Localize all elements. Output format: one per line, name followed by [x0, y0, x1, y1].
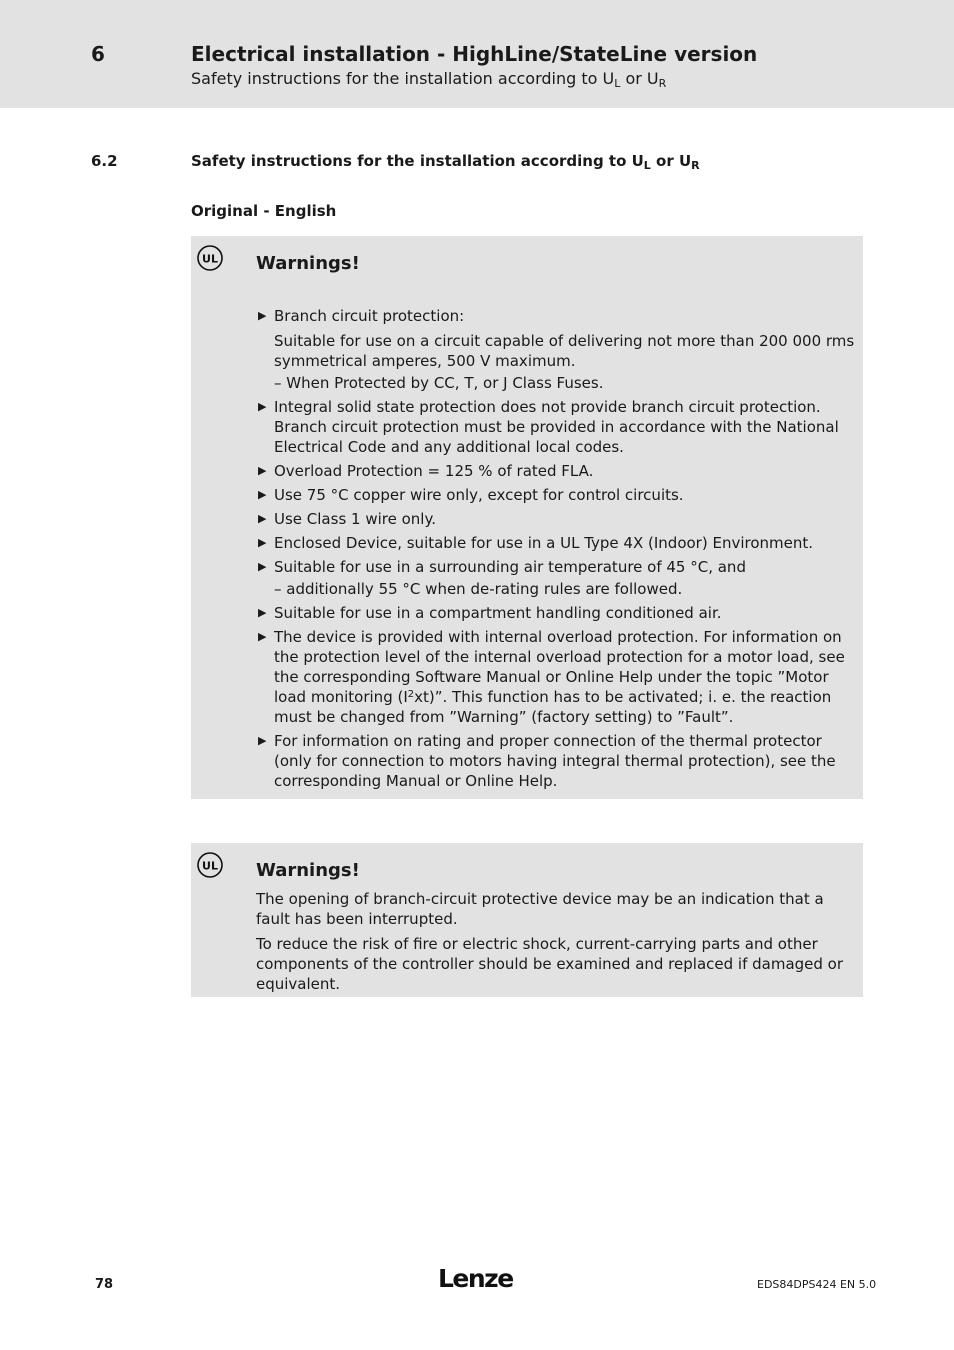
subtitle-text: Safety instructions for the installation according to U	[191, 69, 615, 88]
warning-title: Warnings!	[256, 253, 360, 274]
list-item-text: Enclosed Device, suitable for use in a UL Type 4X (Indoor) Environment.	[274, 534, 814, 552]
document-id: EDS84DPS424 EN 5.0	[757, 1278, 877, 1291]
subscript-r: R	[658, 77, 667, 90]
ul-listing-mark-icon	[197, 852, 223, 878]
original-language-label: Original - English	[191, 202, 337, 220]
list-item	[257, 603, 857, 623]
bullet-icon: ▶	[258, 464, 267, 477]
section-title-text: Safety instructions for the installation according to U	[191, 152, 644, 170]
list-item-text: The device is provided with internal overload protection. For information on the protection level of the internal overload protection for a motor load, see the corresponding Software Manual or Online Help under the topic ”Motor load monitoring (I	[274, 628, 845, 706]
bullet-icon: ▶	[258, 400, 267, 413]
list-item-text: Branch circuit protection:	[274, 307, 465, 325]
bullet-icon: ▶	[258, 488, 267, 501]
bullet-icon: ▶	[258, 536, 267, 549]
bullet-icon: ▶	[258, 630, 267, 643]
section-title-or: or U	[650, 152, 692, 170]
list-item	[257, 461, 857, 481]
warning-paragraph: To reduce the risk of fire or electric shock, current-carrying parts and other components of the controller should be examined and replaced if damaged or equivalent.	[256, 935, 844, 993]
warning-box-2	[191, 843, 863, 997]
bullet-icon: ▶	[258, 309, 267, 322]
list-item	[257, 557, 857, 599]
chapter-title: Electrical installation - HighLine/StateLine version	[191, 42, 758, 66]
warning-list	[257, 306, 857, 795]
subscript-r: R	[691, 159, 700, 172]
list-item	[257, 627, 857, 727]
list-item-text: Overload Protection = 125 % of rated FLA.	[274, 462, 594, 480]
bullet-icon: ▶	[258, 734, 267, 747]
list-item-text: Use Class 1 wire only.	[274, 510, 436, 528]
chapter-subtitle	[191, 69, 666, 88]
section-number: 6.2	[91, 152, 118, 170]
list-item-text: xt)”. This function has to be activated; i. e. the reaction must be changed from ”Warning” (factory setting) to ”Fault”.	[274, 688, 832, 726]
ul-mark-text: UL	[202, 252, 218, 266]
chapter-number: 6	[91, 42, 105, 66]
list-item-detail: – When Protected by CC, T, or J Class Fuses.	[274, 374, 604, 392]
subscript-l: L	[643, 159, 651, 172]
list-item-text: Suitable for use in a surrounding air temperature of 45 °C, and	[274, 558, 746, 576]
bullet-icon: ▶	[258, 560, 267, 573]
bullet-icon: ▶	[258, 512, 267, 525]
list-item-text: Use 75 °C copper wire only, except for control circuits.	[274, 486, 684, 504]
list-item-text: For information on rating and proper connection of the thermal protector (only for connection to motors having integral thermal protection), see the corresponding Manual or Online Help.	[274, 732, 836, 790]
lenze-logo: Lenze	[438, 1264, 513, 1293]
warning-box-1	[191, 236, 863, 799]
list-item-text: Suitable for use in a compartment handling conditioned air.	[274, 604, 722, 622]
ul-mark-text: UL	[202, 859, 218, 873]
warning-paragraph: The opening of branch-circuit protective device may be an indication that a fault has been interrupted.	[256, 890, 824, 928]
ul-listing-mark-icon	[197, 245, 223, 271]
page-number: 78	[95, 1277, 114, 1292]
subtitle-or: or U	[620, 69, 659, 88]
subscript-l: L	[614, 77, 621, 90]
warning-title: Warnings!	[256, 860, 360, 881]
list-item	[257, 485, 857, 505]
list-item-text: Integral solid state protection does not provide branch circuit protection. Branch circuit protection must be provided in accordance with the National Electrical Code and any additional local codes.	[274, 398, 839, 456]
list-item	[257, 731, 857, 791]
list-item-detail: – additionally 55 °C when de-rating rules are followed.	[274, 580, 683, 598]
list-item	[257, 306, 857, 393]
list-item	[257, 509, 857, 529]
list-item	[257, 533, 857, 553]
section-title	[191, 152, 700, 170]
bullet-icon: ▶	[258, 606, 267, 619]
superscript-2: 2	[407, 689, 415, 700]
list-item-detail: Suitable for use on a circuit capable of delivering not more than 200 000 rms symmetrical amperes, 500 V maximum.	[274, 332, 855, 370]
list-item	[257, 397, 857, 457]
